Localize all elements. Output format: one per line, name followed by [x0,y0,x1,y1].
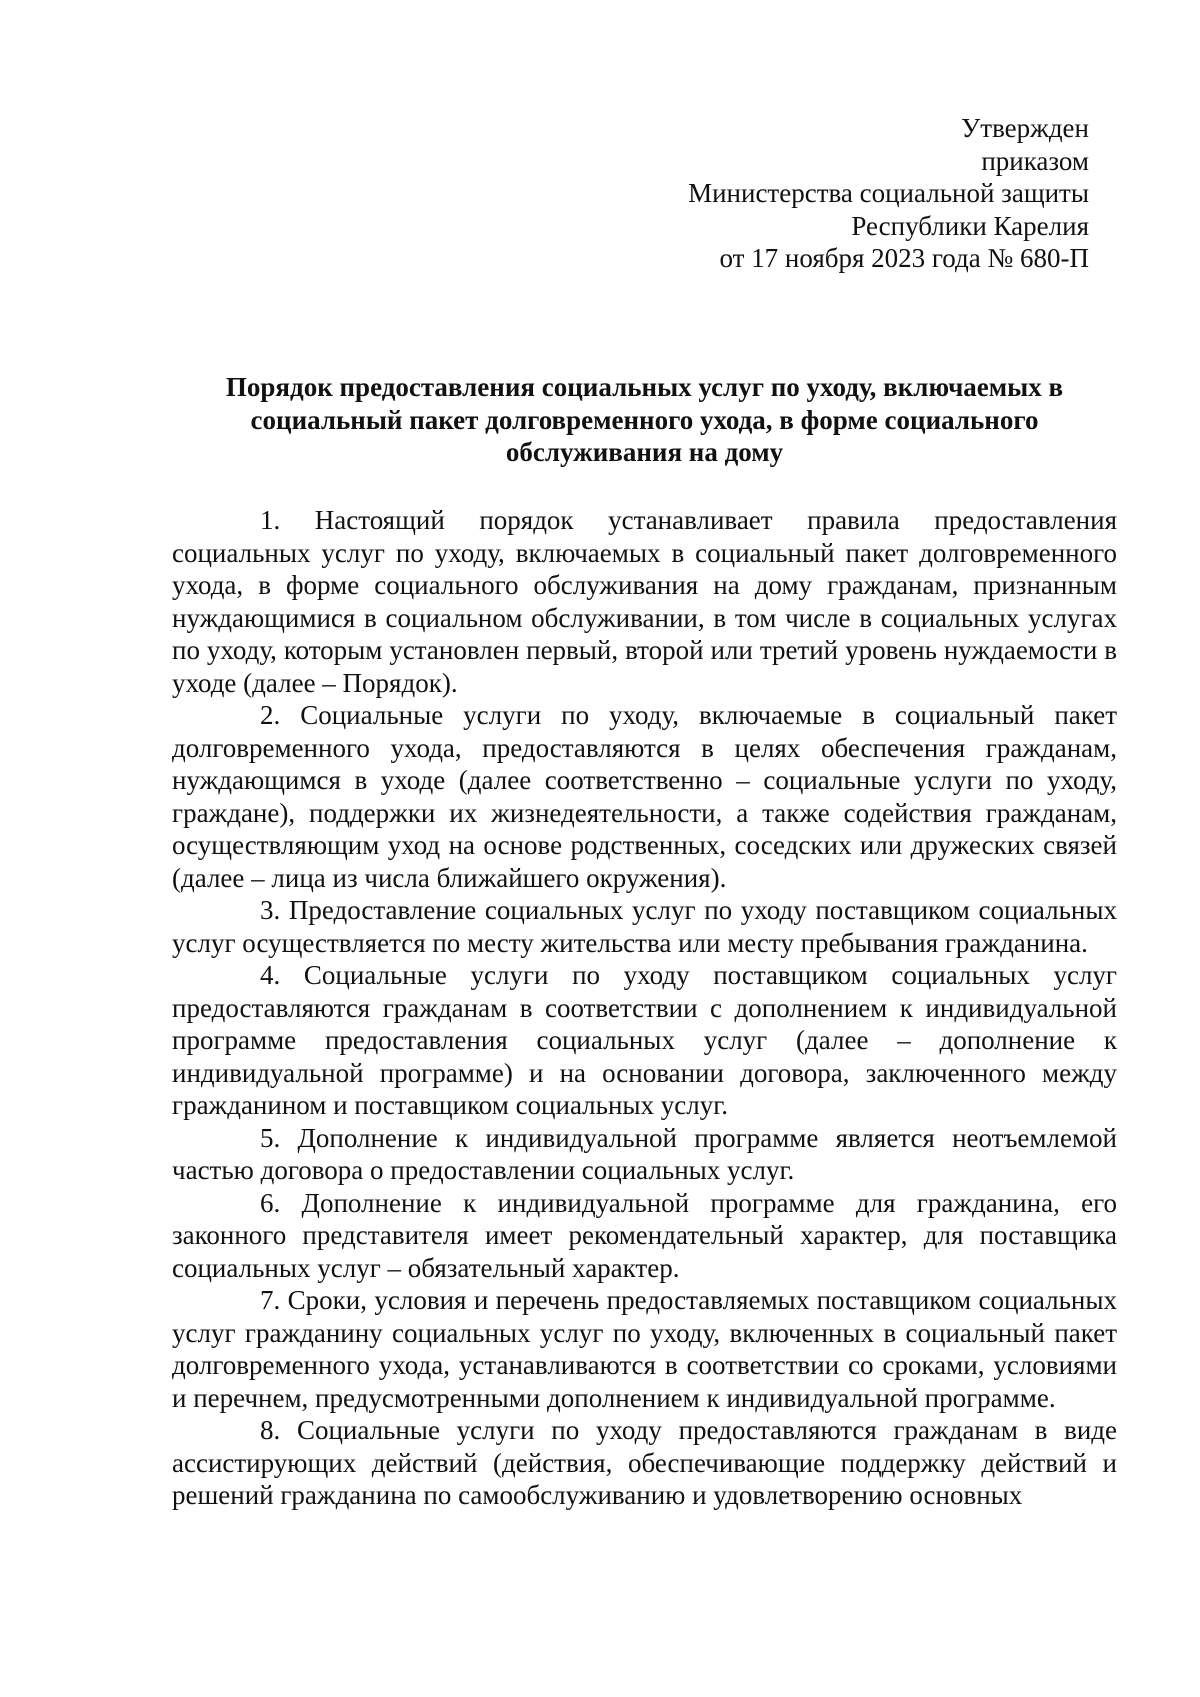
title-line: обслуживания на дому [505,437,784,467]
document-body [172,504,1117,1512]
approval-block [688,112,1089,275]
paragraph-1: 1. Настоящий порядок устанавливает правила предоставления социальных услуг по уходу, включаемых в социальный пакет долговременного ухода, в форме социального обслуживания на дому гражданам, признанным нуждающимися в социальном обслуживании, в том числе в социальных услугах по уходу, которым установлен первый, второй или третий уровень нуждаемости в уходе (далее – Порядок). [172,505,1117,698]
paragraph-3: 3. Предоставление социальных услуг по уходу поставщиком социальных услуг осуществляется по месту жительства или месту пребывания гражданина. [172,895,1117,958]
paragraph-7: 7. Сроки, условия и перечень предоставляемых поставщиком социальных услуг гражданину социальных услуг по уходу, включенных в социальный пакет долговременного ухода, устанавливаются в соответствии со сроками, условиями и перечнем, предусмотренными дополнением к индивидуальной программе. [172,1285,1117,1413]
document-title [172,371,1117,469]
paragraph-8: 8. Социальные услуги по уходу предоставляются гражданам в виде ассистирующих действий (действия, обеспечивающие поддержку действий и решений гражданина по самообслуживанию и удовлетворению основных [172,1415,1117,1510]
approval-line: Министерства социальной защиты [688,178,1089,208]
title-line: Порядок предоставления социальных услуг по уходу, включаемых в [225,372,1064,402]
paragraph-4: 4. Социальные услуги по уходу поставщиком социальных услуг предоставляются гражданам в соответствии с дополнением к индивидуальной программе предоставления социальных услуг (далее – дополнение к индивидуальной программе) и на основании договора, заключенного между гражданином и поставщиком социальных услуг. [172,960,1117,1120]
paragraph-6: 6. Дополнение к индивидуальной программе для гражданина, его законного представителя имеет рекомендательный характер, для поставщика социальных услуг – обязательный характер. [172,1187,1117,1283]
approval-line: Утвержден [961,113,1089,143]
approval-line: от 17 ноября 2023 года № 680-П [719,243,1089,273]
title-line: социальный пакет долговременного ухода, в форме социального [250,404,1039,435]
approval-line: приказом [981,145,1089,176]
paragraph-5: 5. Дополнение к индивидуальной программе является неотъемлемой частью договора о предоставлении социальных услуг. [172,1122,1117,1185]
approval-line: Республики Карелия [851,210,1089,241]
paragraph-2: 2. Социальные услуги по уходу, включаемые в социальный пакет долговременного ухода, предоставляются в целях обеспечения гражданам, нуждающимся в уходе (далее соответственно – социальные услуги по уходу, граждане), поддержки их жизнедеятельности, а также содействия гражданам, осуществляющим уход на основе родственных, соседских или дружеских связей (далее – лица из числа ближайшего окружения). [172,700,1117,893]
